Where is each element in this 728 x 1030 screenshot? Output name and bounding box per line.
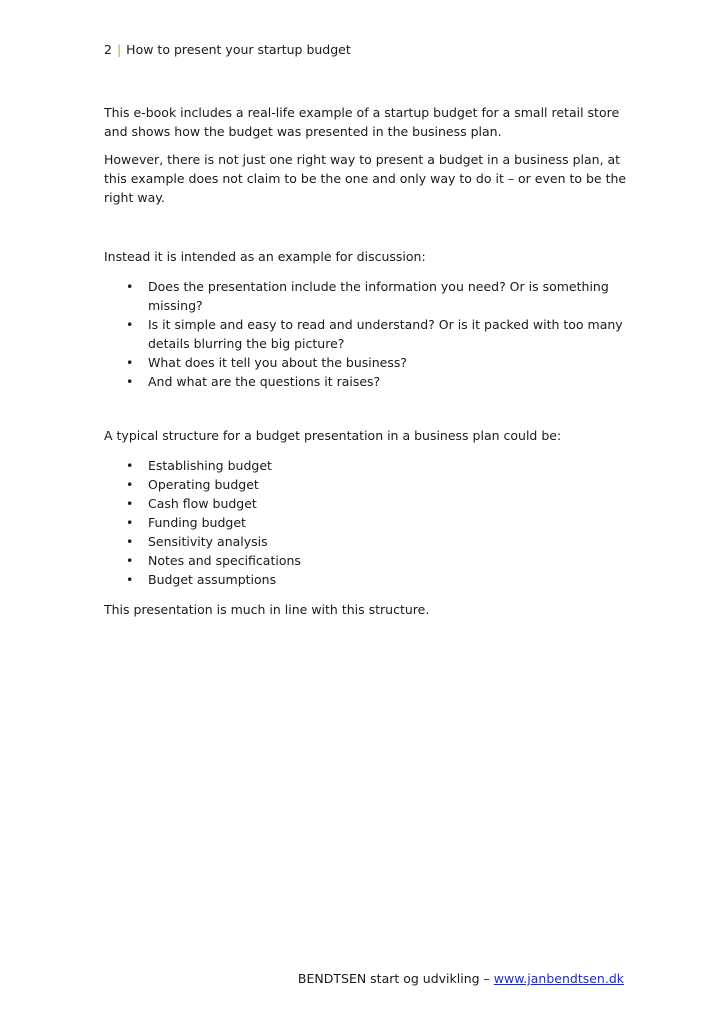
list-item [104, 513, 632, 532]
page-content [104, 103, 632, 619]
bullet-icon: • [126, 496, 134, 511]
intro-paragraph-2: However, there is not just one right way to present a budget in a business plan, at this example does not claim to be the one and only way to do it – or even to be the right way. [104, 152, 627, 205]
closing-paragraph: This presentation is much in line with this structure. [104, 602, 430, 617]
list-item [104, 475, 632, 494]
bullet-icon: • [126, 279, 134, 294]
intro-paragraph-1: This e-book includes a real-life example of a startup budget for a small retail store and shows how the budget was presented in the business plan. [104, 105, 620, 139]
structure-intro: A typical structure for a budget presentation in a business plan could be: [104, 428, 562, 443]
discussion-list [104, 277, 632, 391]
list-item [104, 372, 632, 391]
list-item [104, 456, 632, 475]
list-item-text: Budget assumptions [148, 572, 277, 587]
page-number: 2 [104, 42, 112, 57]
bullet-icon: • [126, 374, 134, 389]
list-item [104, 315, 632, 353]
page-header [104, 41, 351, 58]
list-item [104, 353, 632, 372]
bullet-icon: • [126, 515, 134, 530]
bullet-icon: • [126, 458, 134, 473]
bullet-icon: • [126, 534, 134, 549]
page-footer [298, 970, 624, 987]
bullet-icon: • [126, 355, 134, 370]
list-item-text: And what are the questions it raises? [148, 374, 381, 389]
list-item [104, 277, 632, 315]
list-item [104, 532, 632, 551]
list-item-text: Is it simple and easy to read and understand? Or is it packed with too many details blurring the big picture? [148, 317, 623, 351]
list-item-text: Does the presentation include the information you need? Or is something missing? [148, 279, 609, 313]
list-item-text: Funding budget [148, 515, 246, 530]
header-separator: | [116, 42, 122, 57]
list-item-text: Operating budget [148, 477, 259, 492]
list-item-text: Cash flow budget [148, 496, 257, 511]
bullet-icon: • [126, 572, 134, 587]
structure-list [104, 456, 632, 589]
list-item-text: What does it tell you about the business? [148, 355, 408, 370]
bullet-icon: • [126, 317, 134, 332]
footer-text: BENDTSEN start og udvikling – [297, 971, 494, 986]
footer-website-link[interactable]: www.janbendtsen.dk [493, 971, 624, 986]
list-item-text: Sensitivity analysis [148, 534, 268, 549]
bullet-icon: • [126, 477, 134, 492]
discussion-intro: Instead it is intended as an example for discussion: [104, 249, 426, 264]
list-item [104, 494, 632, 513]
list-item-text: Establishing budget [148, 458, 272, 473]
list-item [104, 551, 632, 570]
header-title: How to present your startup budget [126, 42, 351, 57]
list-item-text: Notes and specifications [148, 553, 301, 568]
list-item [104, 570, 632, 589]
bullet-icon: • [126, 553, 134, 568]
